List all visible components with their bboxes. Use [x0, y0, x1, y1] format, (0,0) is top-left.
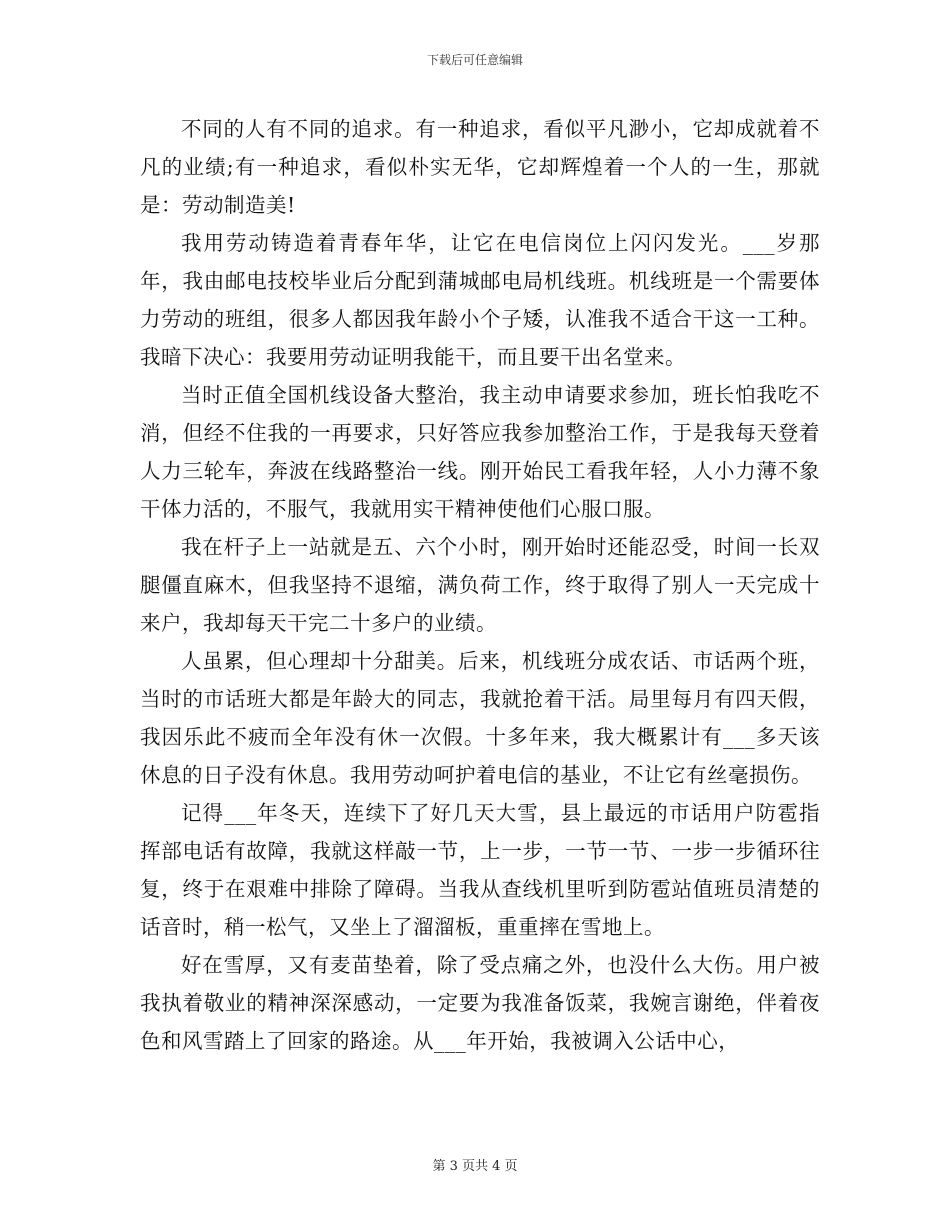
paragraph-6: 记得___年冬天，连续下了好几天大雪，县上最远的市话用户防雹指挥部电话有故障，我就这样敲一节，上一步，一节一节、一步一步循环往复，终于在艰难中排除了障碍。当我从查线机里听到防雹站值班员清楚的话音时，稍一松气，又坐上了溜溜板，重重摔在雪地上。 — [140, 801, 820, 939]
paragraph-7: 好在雪厚，又有麦苗垫着，除了受点痛之外，也没什么大伤。用户被我执着敬业的精神深深感动，一定要为我准备饭菜，我婉言谢绝，伴着夜色和风雪踏上了回家的路途。从___年开始，我被调入公话中心， — [140, 953, 820, 1053]
document-body — [140, 110, 820, 1060]
paragraph-1: 不同的人有不同的追求。有一种追求，看似平凡渺小，它却成就着不凡的业绩;有一种追求，看似朴实无华，它却辉煌着一个人的一生，那就是：劳动制造美! — [140, 117, 820, 217]
page-header: 下载后可任意编辑 — [426, 53, 523, 67]
paragraph-4: 我在杆子上一站就是五、六个小时，刚开始时还能忍受，时间一长双腿僵直麻木，但我坚持不退缩，满负荷工作，终于取得了别人一天完成十来户，我却每天干完二十多户的业绩。 — [140, 535, 820, 635]
paragraph-2: 我用劳动铸造着青春年华，让它在电信岗位上闪闪发光。___岁那年，我由邮电技校毕业后分配到蒲城邮电局机线班。机线班是一个需要体力劳动的班组，很多人都因我年龄小个子矮，认准我不适合干这一工种。我暗下决心：我要用劳动证明我能干，而且要干出名堂来。 — [140, 231, 820, 369]
paragraph-3: 当时正值全国机线设备大整治，我主动申请要求参加，班长怕我吃不消，但经不住我的一再要求，只好答应我参加整治工作，于是我每天登着人力三轮车，奔波在线路整治一线。刚开始民工看我年轻，人小力薄不象干体力活的，不服气，我就用实干精神使他们心服口服。 — [140, 383, 820, 521]
page-footer: 第 3 页共 4 页 — [432, 1159, 518, 1174]
paragraph-5: 人虽累，但心理却十分甜美。后来，机线班分成农话、市话两个班，当时的市话班大都是年龄大的同志，我就抢着干活。局里每月有四天假，我因乐此不疲而全年没有休一次假。十多年来，我大概累计有___多天该休息的日子没有休息。我用劳动呵护着电信的基业，不让它有丝毫损伤。 — [140, 649, 820, 787]
